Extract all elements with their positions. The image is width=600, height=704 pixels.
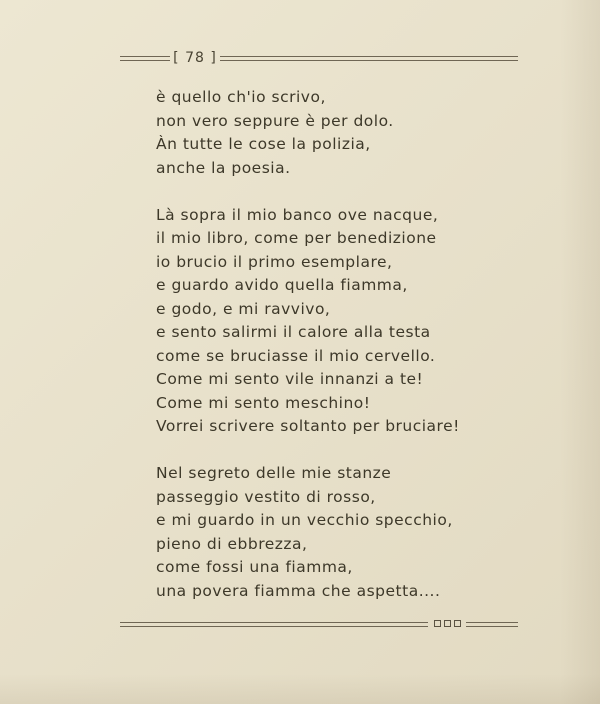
footer-rule-right-top xyxy=(466,622,518,623)
poem-line: Àn tutte le cose la polizia, xyxy=(156,135,371,153)
poem-line: come se bruciasse il mio cervello. xyxy=(156,346,436,365)
page-number: [ 78 ] xyxy=(173,50,217,66)
poem-line: io brucio il primo esemplare, xyxy=(156,252,393,271)
poem-line: passeggio vestito di rosso, xyxy=(156,487,376,506)
poem-line: Là sopra il mio banco ove nacque, xyxy=(156,205,439,224)
poem-line: pieno di ebbrezza, xyxy=(156,534,308,553)
ornament-square-icon xyxy=(434,620,441,627)
poem-line: e mi guardo in un vecchio specchio, xyxy=(156,511,453,529)
header-rule-right-bottom xyxy=(220,60,518,61)
poem-line: è quello ch'io scrivo, xyxy=(156,88,326,106)
poem-line: e godo, e mi ravvivo, xyxy=(156,299,331,318)
page-footer xyxy=(120,618,518,632)
header-rule-left-top xyxy=(120,56,170,57)
poem-line: e guardo avido quella fiamma, xyxy=(156,276,408,294)
poem-line: anche la poesia. xyxy=(156,158,291,177)
header-rule-right-top xyxy=(220,56,518,57)
page-bottom-shadow xyxy=(0,674,600,704)
footer-rule-right-bottom xyxy=(466,626,518,627)
poem-line: e sento salirmi il calore alla testa xyxy=(156,323,431,341)
poem-text xyxy=(156,86,476,627)
page-header xyxy=(120,48,518,68)
stanza xyxy=(156,204,476,439)
header-rule-left-bottom xyxy=(120,60,170,61)
stanza xyxy=(156,462,476,603)
poem-line: come fossi una fiamma, xyxy=(156,558,353,576)
poem-line: Come mi sento vile innanzi a te! xyxy=(156,370,424,388)
ornament-square-icon xyxy=(454,620,461,627)
stanza xyxy=(156,86,476,180)
poem-line: non vero seppure è per dolo. xyxy=(156,111,394,130)
poem-line: il mio libro, come per benedizione xyxy=(156,229,437,247)
footer-rule-bottom xyxy=(120,626,428,627)
ornament-square-icon xyxy=(444,620,451,627)
poem-line: Come mi sento meschino! xyxy=(156,393,371,412)
page-edge-shadow xyxy=(560,0,600,704)
footer-rule-top xyxy=(120,622,428,623)
poem-line: Nel segreto delle mie stanze xyxy=(156,464,392,482)
poem-line: una povera fiamma che aspetta.... xyxy=(156,581,441,600)
poem-line: Vorrei scrivere soltanto per bruciare! xyxy=(156,417,460,435)
